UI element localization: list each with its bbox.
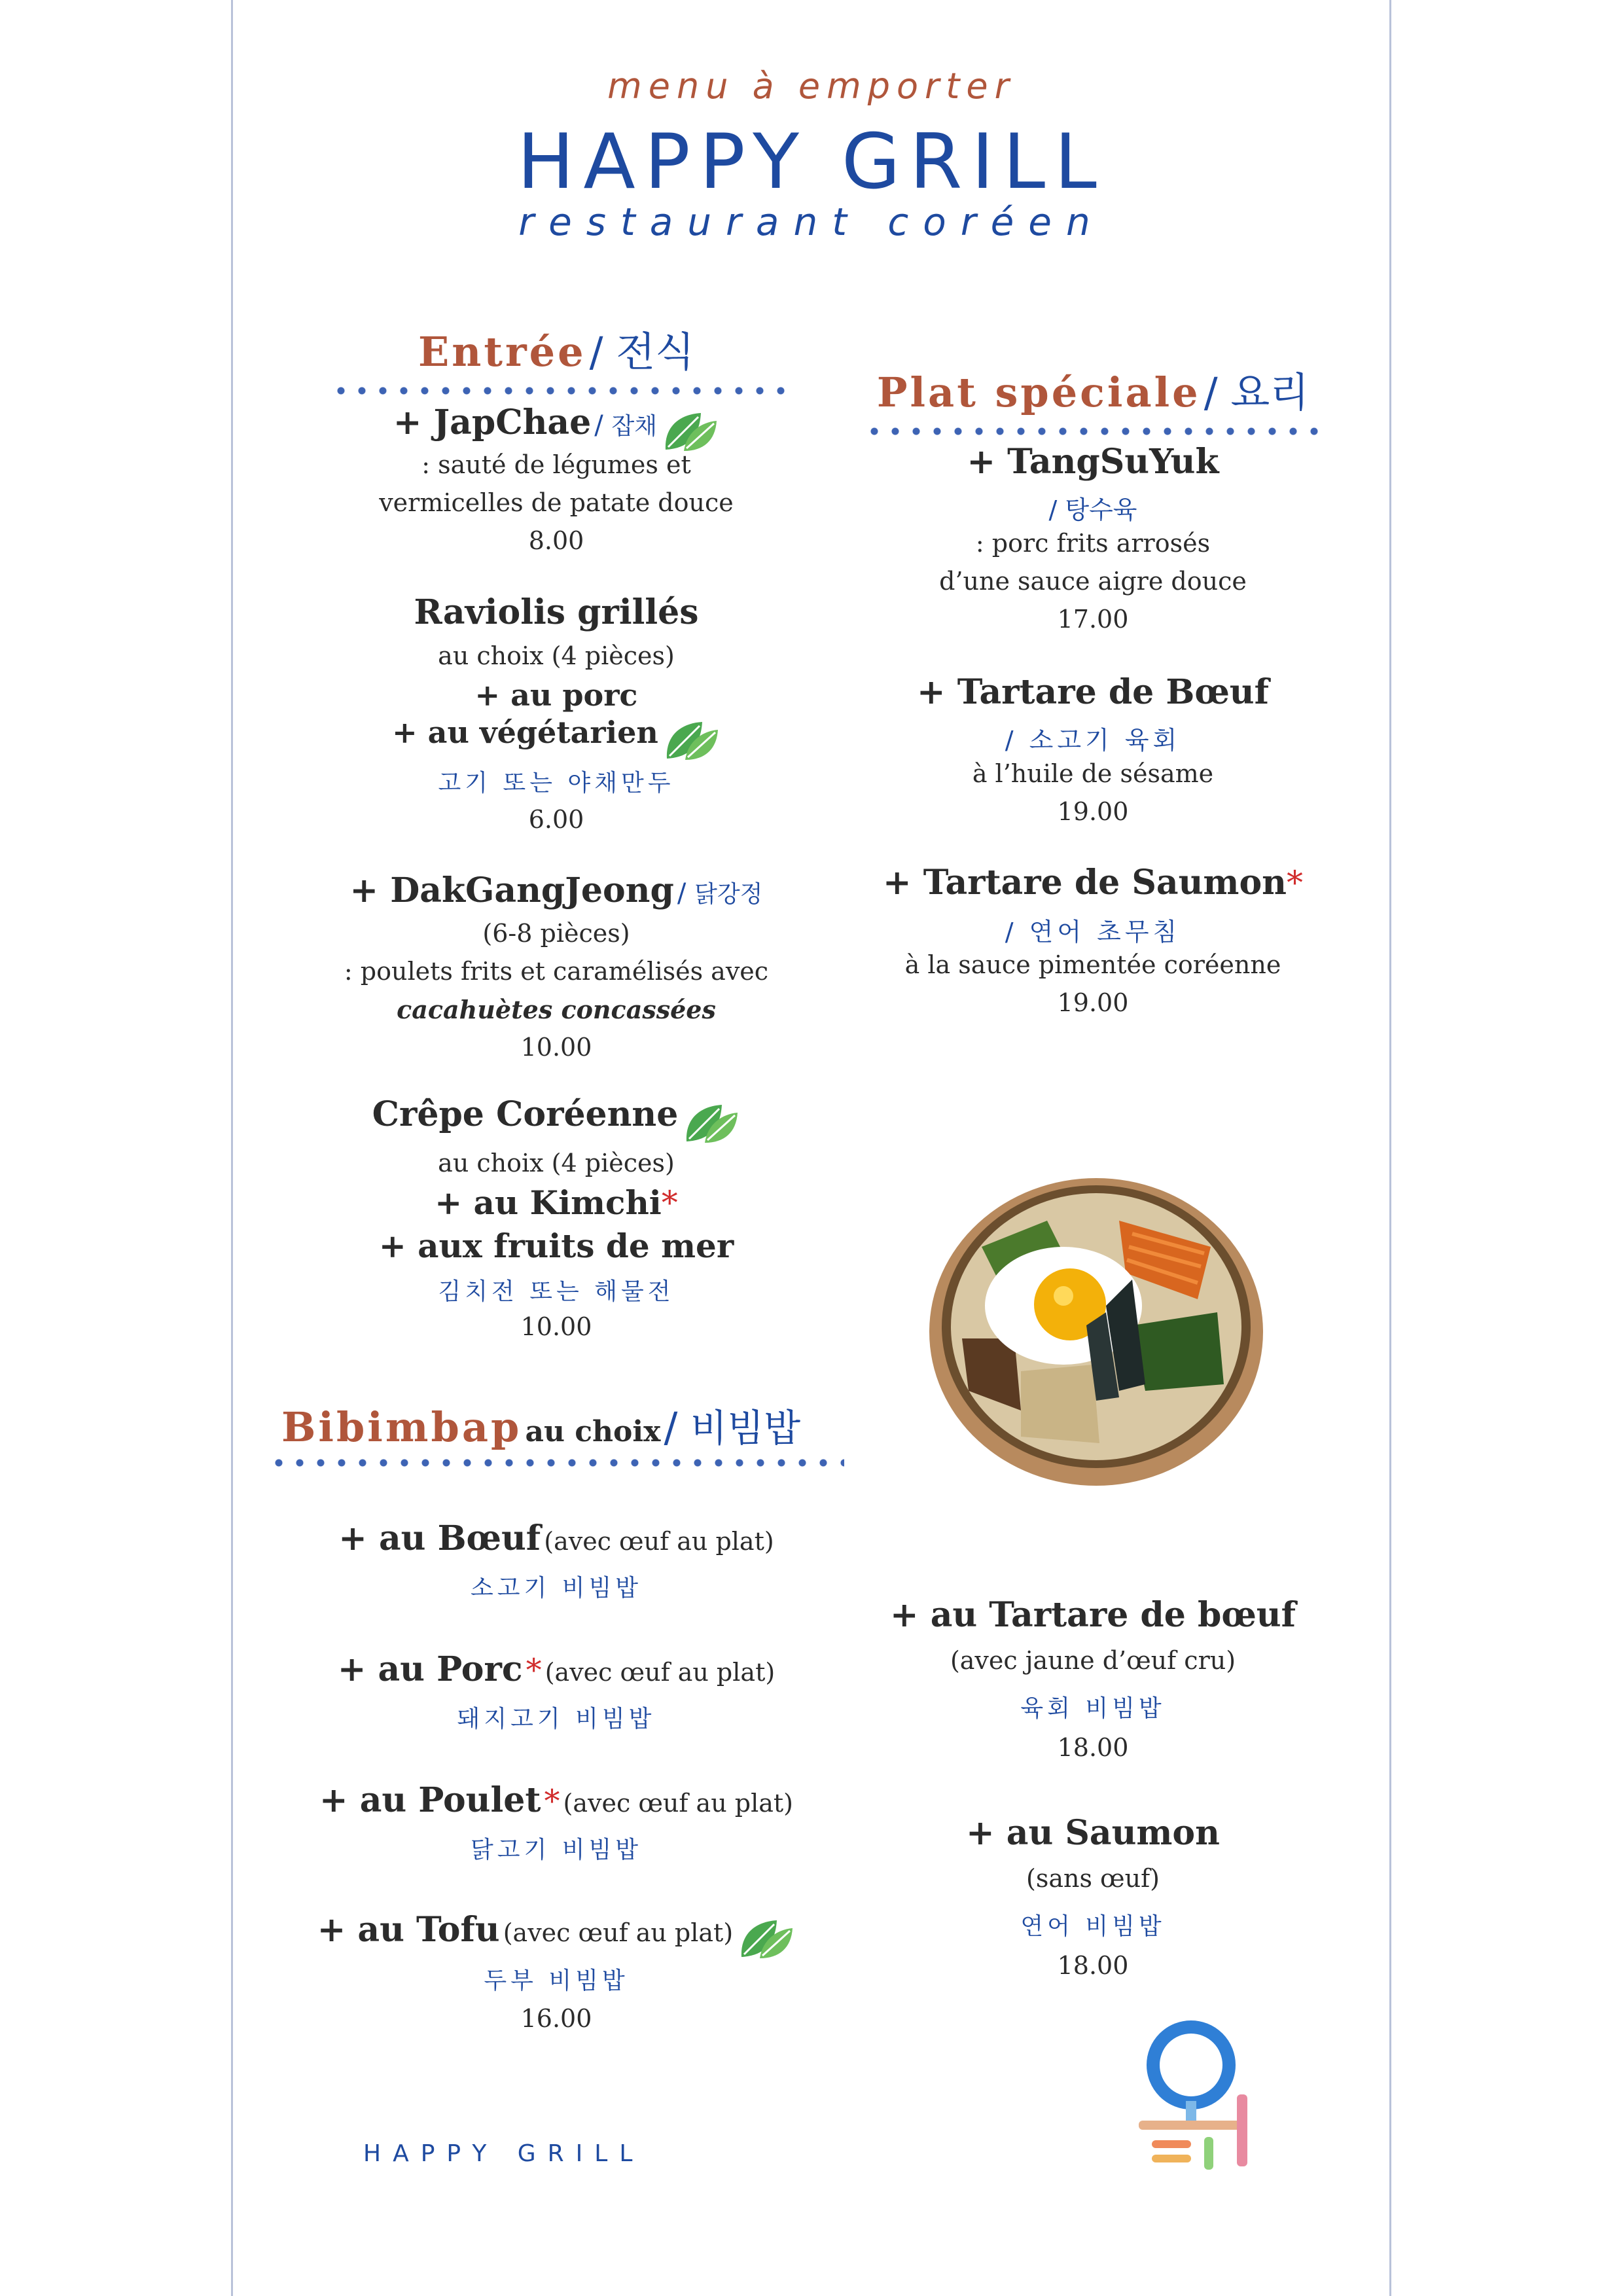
restaurant-logo-icon [1126, 2016, 1270, 2173]
dakgangjeong-name-row: + DakGangJeong / 닭강정 [349, 870, 763, 910]
dakgangjeong-kor: 닭강정 [694, 881, 763, 908]
menu-subtitle: menu à emporter [607, 65, 1016, 107]
dakgangjeong-name: + DakGangJeong [349, 870, 674, 910]
japchae-name: + JapChae [393, 403, 592, 442]
bibimbap-saumon-price: 18.00 [1057, 1951, 1129, 1980]
tangsuyuk-name: + TangSuYuk [967, 442, 1219, 482]
bibimbap-tartare-note: (avec jaune d’œuf cru) [950, 1646, 1236, 1675]
spicy-star: * [544, 1783, 560, 1820]
footer-brand: HAPPY GRILL [363, 2140, 645, 2167]
crepe-name: Crêpe Coréenne [372, 1094, 679, 1134]
crepe-price: 10.00 [520, 1312, 592, 1341]
tartare-saumon-name: + Tartare de Saumon [883, 863, 1287, 903]
plat-heading: Plat spéciale / 요리 [876, 368, 1310, 416]
bibimbap-left-list [262, 0, 851, 2094]
plat-title: Plat spéciale [876, 368, 1201, 416]
bibimbap-left-price: 16.00 [520, 2004, 592, 2033]
bibimbap-tofu-name: + au Tofu [317, 1910, 500, 1950]
bibimbap-poulet-name: + au Poulet [319, 1780, 541, 1820]
tartare-saumon-kor: / 연어 초무침 [1005, 918, 1181, 946]
tartare-boeuf-price: 19.00 [1057, 797, 1129, 826]
japchae-kor: 잡채 [611, 413, 658, 440]
bibimbap-porc-kor: 돼지고기 비빔밥 [457, 1706, 656, 1732]
tartare-boeuf-kor: / 소고기 육회 [1005, 726, 1181, 755]
entree-title-kor: 전식 [616, 328, 695, 376]
japchae-price: 8.00 [528, 526, 584, 555]
tangsuyuk-kor: / 탕수육 [1048, 495, 1137, 524]
bibimbap-poulet-note: (avec œuf au plat) [563, 1789, 793, 1818]
bibimbap-tartare-name: + au Tartare de bœuf [890, 1595, 1296, 1635]
dakgangjeong-desc-2: : poulets frits et caramélisés avec [344, 957, 769, 986]
left-margin-line [231, 0, 233, 2296]
bibimbap-poulet-kor: 닭고기 비빔밥 [470, 1837, 643, 1863]
vegetarian-leaf-icon [736, 1914, 795, 1964]
entree-title: Entrée [418, 328, 586, 376]
tangsuyuk-price: 17.00 [1057, 605, 1129, 634]
bibimbap-tofu-kor: 두부 비빔밥 [484, 1967, 629, 1994]
bibimbap-saumon-note: (sans œuf) [1026, 1864, 1160, 1893]
bibimbap-porc-name: + au Porc [337, 1649, 523, 1689]
bibimbap-boeuf-name: + au Bœuf [338, 1518, 541, 1558]
raviolis-opt-veg: + au végétarien [392, 715, 658, 750]
spicy-star: * [661, 1184, 678, 1222]
japchae-name-row: + JapChae / 잡채 [262, 403, 851, 456]
crepe-opt-kimchi: + au Kimchi [435, 1183, 662, 1222]
tangsuyuk-desc-1: : porc frits arrosés [975, 529, 1211, 558]
crepe-kor: 김치전 또는 해물전 [438, 1278, 675, 1305]
plat-title-kor: 요리 [1230, 368, 1310, 416]
raviolis-price: 6.00 [528, 805, 584, 834]
tangsuyuk-desc-2: d’une sauce aigre douce [939, 567, 1247, 596]
raviolis-desc: au choix (4 pièces) [438, 641, 675, 670]
bibimbap-right-list [798, 0, 1387, 2094]
bibimbap-title-kor: 비빔밥 [690, 1406, 801, 1450]
bibimbap-tartare-kor: 육회 비빔밥 [1020, 1695, 1166, 1722]
dakgangjeong-price: 10.00 [520, 1033, 592, 1062]
restaurant-title: HAPPY GRILL [517, 118, 1106, 206]
tartare-boeuf-name: + Tartare de Bœuf [917, 672, 1269, 712]
bibimbap-boeuf-row [262, 1518, 851, 1558]
bibimbap-boeuf-kor: 소고기 비빔밥 [470, 1575, 643, 1602]
raviolis-opt-porc: + au porc [474, 677, 638, 713]
bibimbap-tartare-price: 18.00 [1057, 1733, 1129, 1762]
tartare-boeuf-desc: à l’huile de sésame [972, 759, 1214, 788]
bibimbap-porc-row [262, 1649, 851, 1689]
bibimbap-saumon-name: + au Saumon [966, 1813, 1220, 1853]
restaurant-tagline: restaurant coréen [518, 200, 1105, 244]
japchae-desc-2: vermicelles de patate douce [379, 488, 734, 517]
dakgangjeong-desc-1: (6-8 pièces) [482, 919, 630, 948]
bibimbap-boeuf-note: (avec œuf au plat) [544, 1527, 774, 1556]
right-margin-line [1389, 0, 1391, 2296]
bibimbap-poulet-row [262, 1780, 851, 1820]
crepe-opt-seafood: + aux fruits de mer [378, 1227, 734, 1265]
japchae-desc-1: : sauté de légumes et [421, 450, 691, 479]
spicy-star: * [526, 1652, 542, 1689]
bibimbap-heading: Bibimbap au choix / 비빔밥 [281, 1403, 801, 1451]
bibimbap-porc-note: (avec œuf au plat) [544, 1658, 776, 1687]
spicy-star: * [1286, 864, 1303, 902]
bibimbap-title: Bibimbap [281, 1403, 522, 1451]
bibimbap-saumon-kor: 연어 비빔밥 [1020, 1913, 1166, 1940]
bibimbap-choice: au choix [525, 1415, 661, 1448]
dakgangjeong-desc-3: cacahuètes concassées [397, 995, 716, 1024]
raviolis-name: Raviolis grillés [414, 592, 699, 632]
bibimbap-tofu-note: (avec œuf au plat) [503, 1918, 734, 1947]
raviolis-kor: 고기 또는 야채만두 [438, 770, 675, 797]
entree-heading: Entrée / 전식 [418, 328, 695, 376]
crepe-desc: au choix (4 pièces) [438, 1149, 675, 1177]
tartare-saumon-price: 19.00 [1057, 988, 1129, 1017]
tartare-saumon-desc: à la sauce pimentée coréenne [904, 950, 1281, 979]
bibimbap-tofu-row [262, 1910, 851, 1964]
